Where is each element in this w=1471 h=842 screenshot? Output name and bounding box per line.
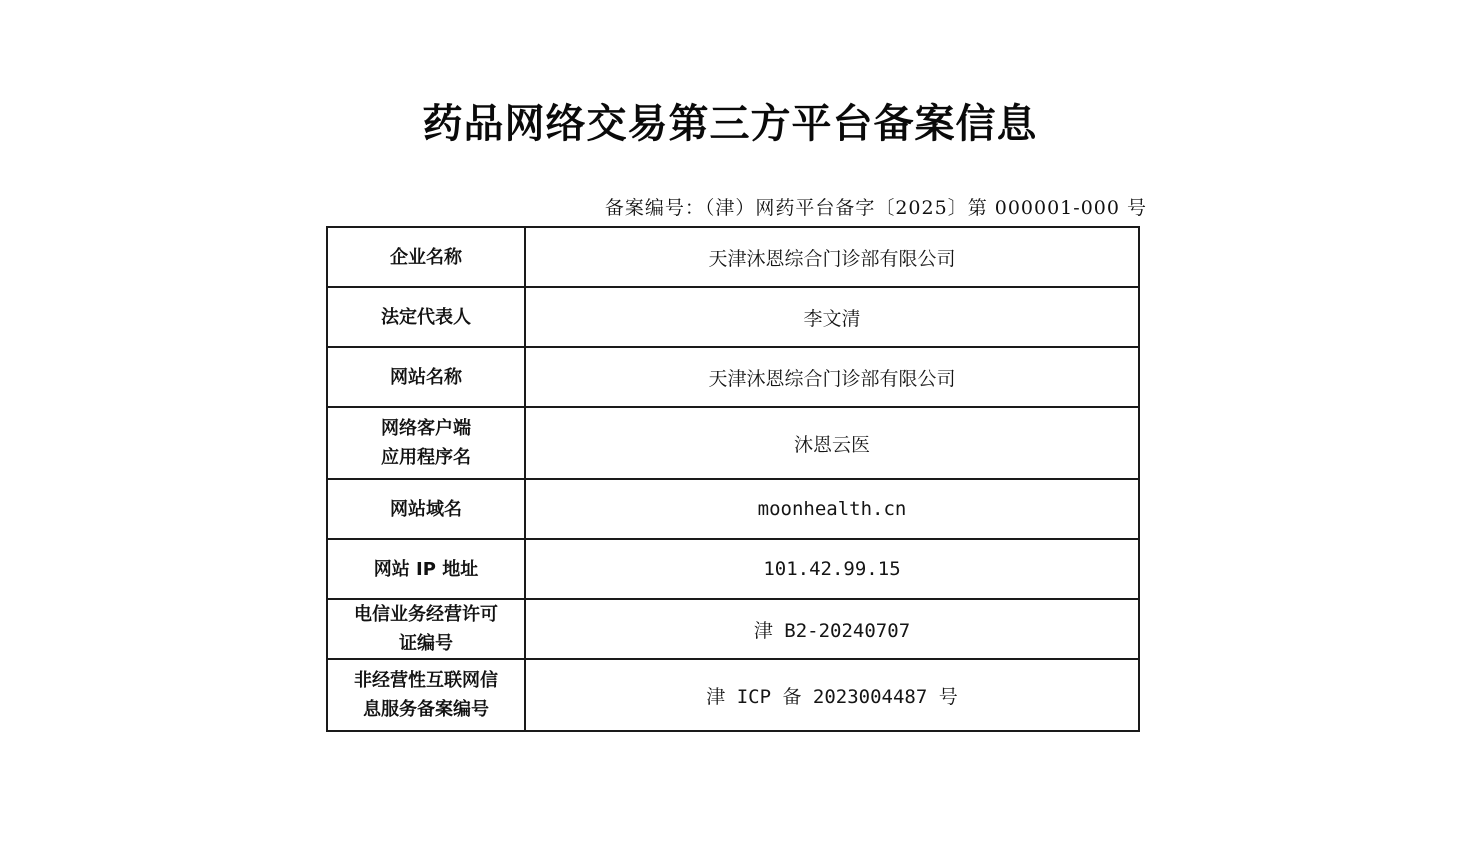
label-telecom-license-line2: 证编号 — [399, 633, 453, 654]
table-row-app-name — [327, 407, 1139, 479]
value-website-name: 天津沐恩综合门诊部有限公司 — [525, 347, 1139, 407]
table-row-website-name — [327, 347, 1139, 407]
table-row-domain — [327, 479, 1139, 539]
value-telecom-license: 津 B2-20240707 — [525, 599, 1139, 659]
value-icp-record: 津 ICP 备 2023004487 号 — [525, 659, 1139, 731]
value-ip-address: 101.42.99.15 — [525, 539, 1139, 599]
document-title: 药品网络交易第三方平台备案信息 — [422, 100, 1038, 147]
value-company-name: 天津沐恩综合门诊部有限公司 — [525, 227, 1139, 287]
value-legal-representative: 李文清 — [525, 287, 1139, 347]
table-row-ip-address — [327, 539, 1139, 599]
value-app-name: 沐恩云医 — [525, 407, 1139, 479]
label-telecom-license-line1: 电信业务经营许可 — [354, 604, 498, 625]
label-app-name-line1: 网络客户端 — [381, 418, 471, 439]
label-icp-record-line2: 息服务备案编号 — [363, 699, 489, 720]
label-icp-record-line1: 非经营性互联网信 — [354, 670, 498, 691]
label-legal-representative: 法定代表人 — [327, 287, 525, 347]
table-row-company-name — [327, 227, 1139, 287]
label-domain: 网站域名 — [327, 479, 525, 539]
label-telecom-license — [327, 599, 525, 659]
record-info-table — [326, 226, 1140, 732]
label-website-name: 网站名称 — [327, 347, 525, 407]
label-ip-address: 网站 IP 地址 — [327, 539, 525, 599]
table-row-icp-record — [327, 659, 1139, 731]
label-app-name — [327, 407, 525, 479]
label-company-name: 企业名称 — [327, 227, 525, 287]
value-domain: moonhealth.cn — [525, 479, 1139, 539]
record-number: 备案编号：（津）网药平台备字〔2025〕第 000001-000 号 — [604, 197, 1147, 219]
table-row-telecom-license — [327, 599, 1139, 659]
label-app-name-line2: 应用程序名 — [381, 447, 471, 468]
label-icp-record — [327, 659, 525, 731]
table-row-legal-representative — [327, 287, 1139, 347]
